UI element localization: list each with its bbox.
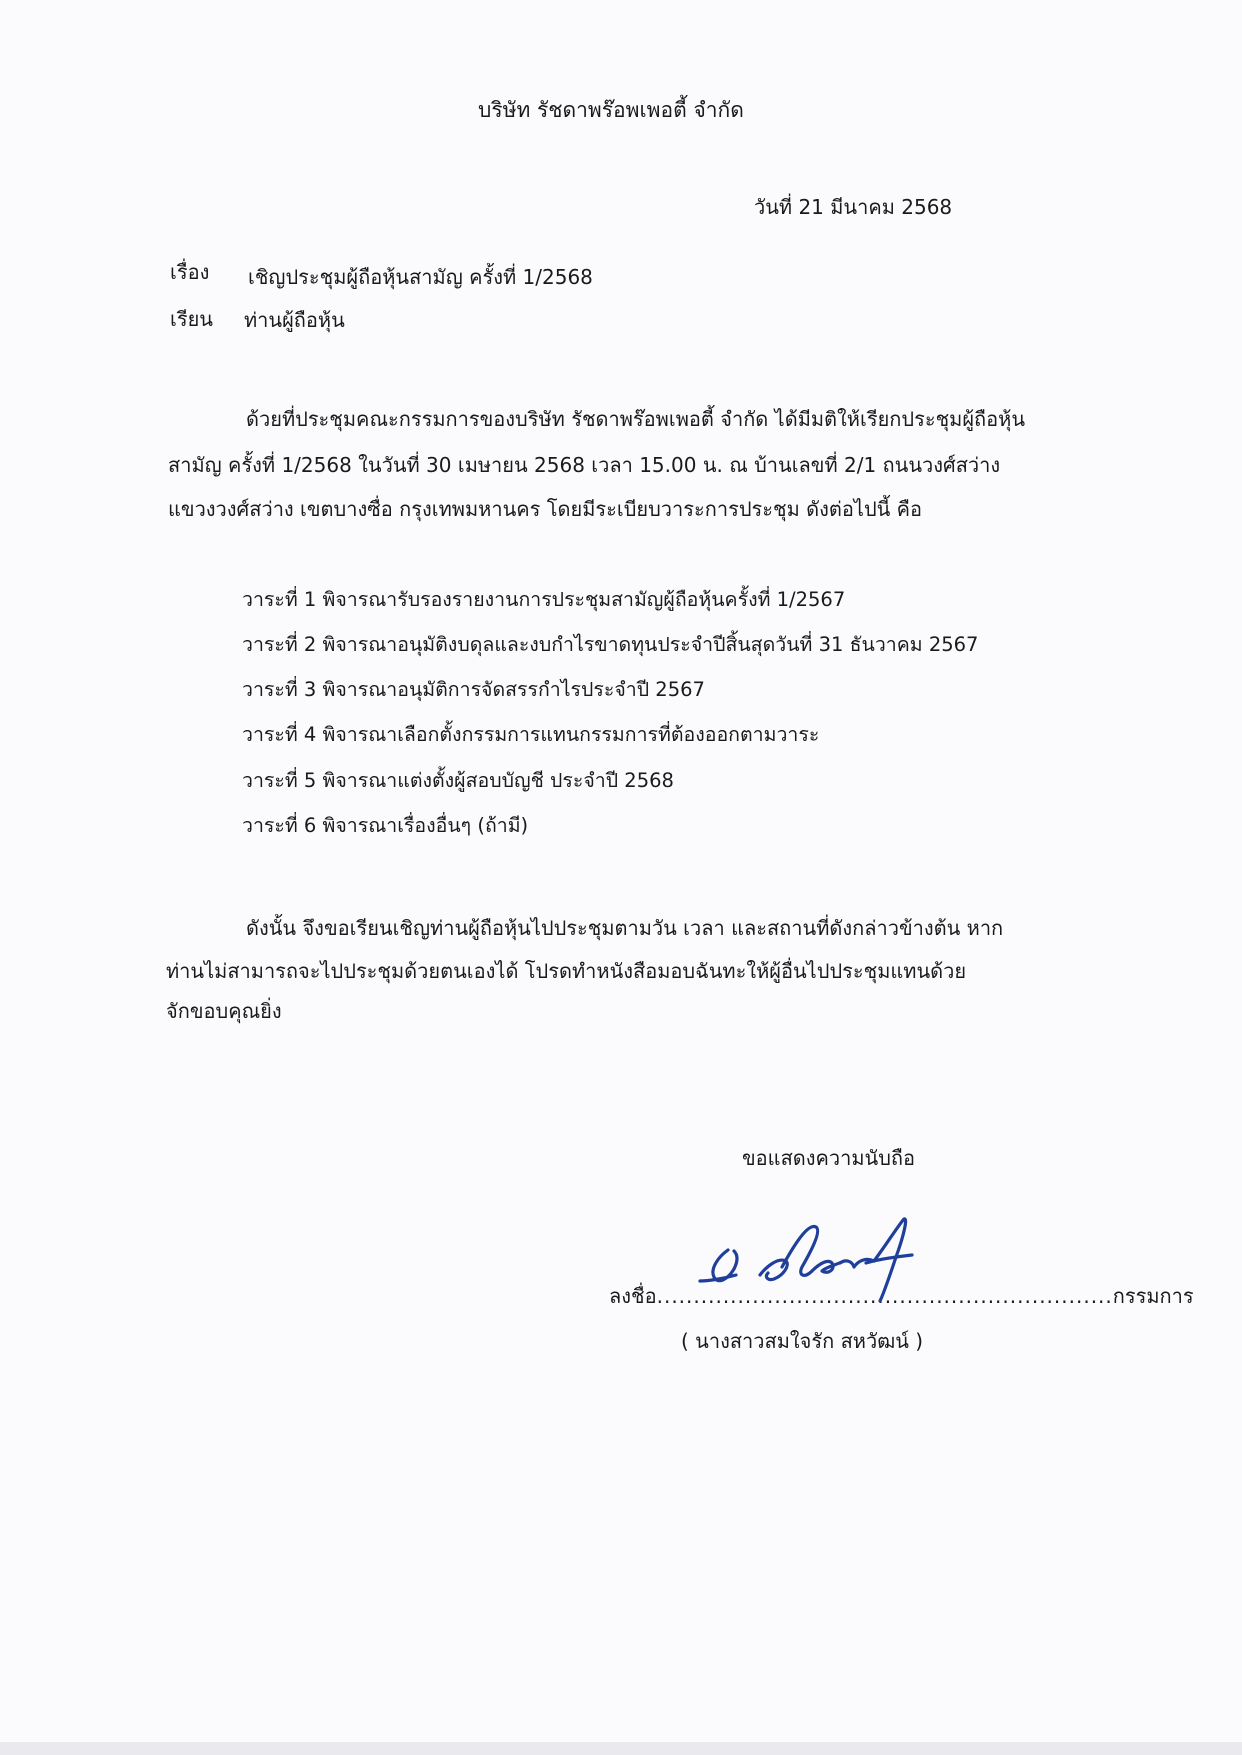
scan-bottom-edge xyxy=(0,1742,1242,1755)
body-paragraph-2-line: ท่านไม่สามารถจะไปประชุมด้วยตนเองได้ โปรดทำหนังสือมอบฉันทะให้ผู้อื่นไปประชุมแทนด้วย xyxy=(166,959,967,983)
subject-text: เชิญประชุมผู้ถือหุ้นสามัญ ครั้งที่ 1/2568 xyxy=(248,265,593,289)
body-paragraph-2-line: จักขอบคุณยิ่ง xyxy=(166,999,282,1023)
agenda-item-6: วาระที่ 6 พิจารณาเรื่องอื่นๆ (ถ้ามี) xyxy=(242,814,529,837)
agenda-item-1: วาระที่ 1 พิจารณารับรองรายงานการประชุมสามัญผู้ถือหุ้นครั้งที่ 1/2567 xyxy=(242,588,846,611)
company-name: บริษัท รัชดาพร๊อพเพอตี้ จำกัด xyxy=(478,98,744,122)
signature-prefix: ลงชื่อ xyxy=(609,1284,657,1308)
agenda-item-5: วาระที่ 5 พิจารณาแต่งตั้งผู้สอบบัญชี ประจำปี 2568 xyxy=(242,769,674,792)
signature-dots: .............................................................. xyxy=(656,1284,1113,1308)
agenda-item-2: วาระที่ 2 พิจารณาอนุมัติงบดุลและงบกำไรขาดทุนประจำปีสิ้นสุดวันที่ 31 ธันวาคม 2567 xyxy=(242,633,979,656)
subject-label: เรื่อง xyxy=(170,260,210,284)
recipient-text: ท่านผู้ถือหุ้น xyxy=(244,308,345,332)
closing-salutation: ขอแสดงความนับถือ xyxy=(742,1146,916,1170)
signature-title: กรรมการ xyxy=(1112,1284,1194,1308)
body-paragraph-1-line: ด้วยที่ประชุมคณะกรรมการของบริษัท รัชดาพร๊อพเพอตี้ จำกัด ได้มีมติให้เรียกประชุมผู้ถือหุ้น xyxy=(246,407,1026,431)
signer-name: ( นางสาวสมใจรัก สหวัฒน์ ) xyxy=(681,1329,924,1353)
agenda-item-3: วาระที่ 3 พิจารณาอนุมัติการจัดสรรกำไรประจำปี 2567 xyxy=(242,678,705,701)
letter-date: วันที่ 21 มีนาคม 2568 xyxy=(754,195,953,219)
body-paragraph-2-line: ดังนั้น จึงขอเรียนเชิญท่านผู้ถือหุ้นไปประชุมตามวัน เวลา และสถานที่ดังกล่าวข้างต้น หาก xyxy=(246,916,1004,940)
recipient-label: เรียน xyxy=(170,307,213,331)
handwritten-signature xyxy=(690,1205,950,1315)
body-paragraph-1-line: แขวงวงศ์สว่าง เขตบางซื่อ กรุงเทพมหานคร โดยมีระเบียบวาระการประชุม ดังต่อไปนี้ คือ xyxy=(168,497,923,521)
body-paragraph-1-line: สามัญ ครั้งที่ 1/2568 ในวันที่ 30 เมษายน 2568 เวลา 15.00 น. ณ บ้านเลขที่ 2/1 ถนนวงศ์สว่าง xyxy=(168,453,1001,477)
agenda-item-4: วาระที่ 4 พิจารณาเลือกตั้งกรรมการแทนกรรมการที่ต้องออกตามวาระ xyxy=(242,723,820,746)
